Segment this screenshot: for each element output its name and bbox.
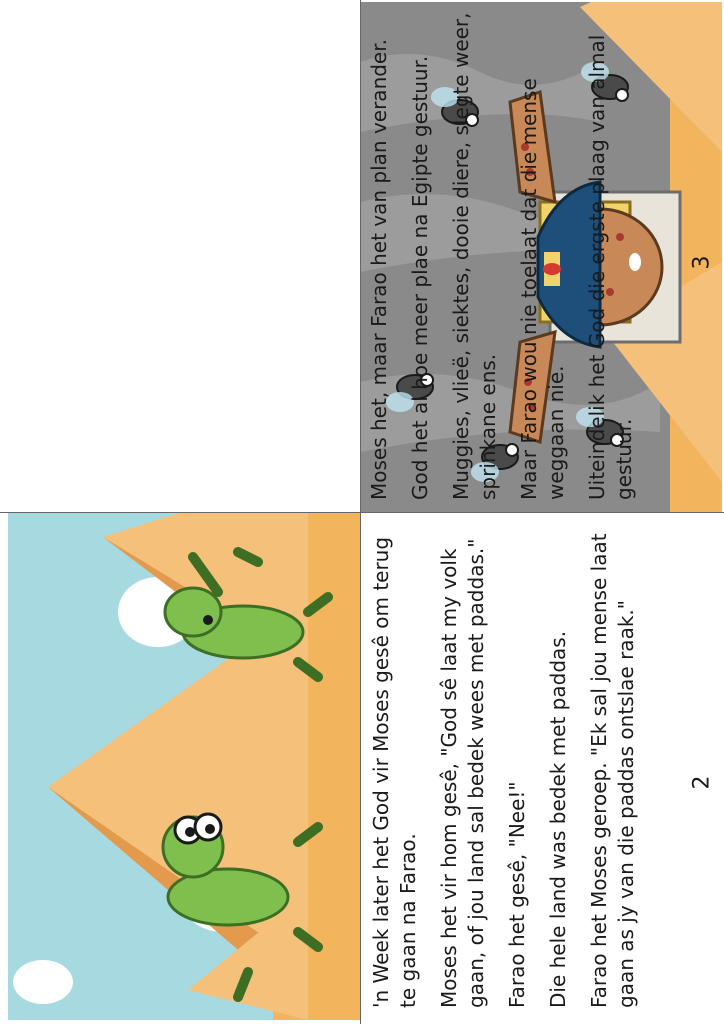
paragraph: Uiteindelik het God die ergste plaag van almal gestuur. bbox=[585, 34, 636, 500]
paragraph: Die hele land was bedek met paddas. bbox=[546, 630, 570, 1008]
page-number: 2 bbox=[689, 775, 715, 790]
page-number: 3 bbox=[689, 255, 715, 270]
paragraph: Moses het vir hom gesê, "God sê laat my volk gaan, of jou land sal bedek wees met paddas." bbox=[437, 538, 488, 1008]
paragraph: Farao het gesê, "Nee!" bbox=[505, 781, 529, 1008]
paragraph: Farao het Moses geroep. "Ek sal jou mense laat gaan as jy van die paddas ontslae raak." bbox=[587, 533, 638, 1008]
page-3-text bbox=[366, 10, 716, 500]
cloud-icon bbox=[13, 960, 73, 1004]
paragraph: Muggies, vlieë, siektes, dooie diere, slegte weer, sprinkane ens. bbox=[449, 12, 500, 500]
frogs-illustration bbox=[8, 512, 360, 1020]
paragraph: Moses het, maar Farao het van plan verander. bbox=[367, 39, 391, 500]
page-divider bbox=[0, 512, 724, 513]
paragraph: Maar Farao wou nie toelaat dat die mense weggaan nie. bbox=[517, 78, 568, 500]
page-2-text bbox=[368, 518, 708, 1008]
frogs-scene bbox=[8, 512, 360, 1020]
paragraph: God het al hoe meer plae na Egipte gestuur. bbox=[408, 55, 432, 500]
paragraph: 'n Week later het God vir Moses gesê om terug te gaan na Farao. bbox=[369, 536, 420, 1008]
